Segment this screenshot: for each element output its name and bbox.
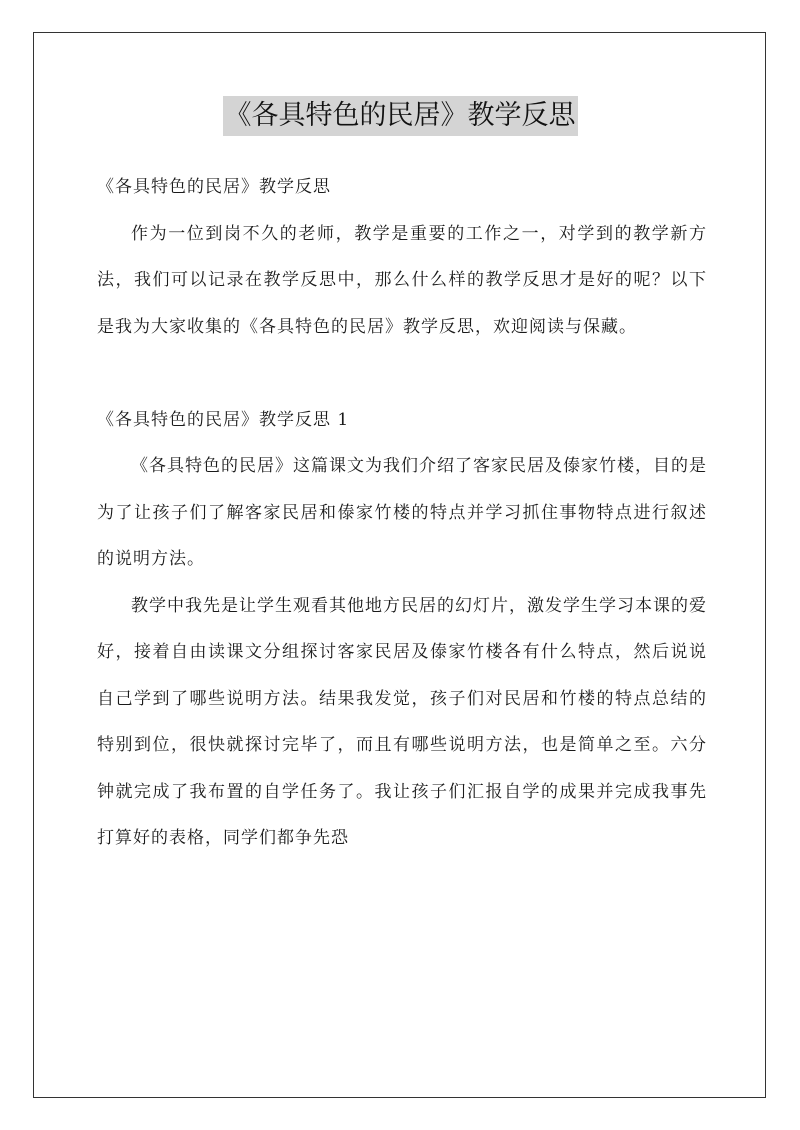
paragraph-gap [97, 350, 707, 397]
intro-paragraph: 作为一位到岗不久的老师，教学是重要的工作之一，对学到的教学新方法，我们可以记录在教学反思中，那么什么样的教学反思才是好的呢？以下是我为大家收集的《各具特色的民居》教学反思，欢迎阅读与保藏。 [97, 223, 707, 337]
section1-heading: 《各具特色的民居》教学反思 1 [97, 409, 350, 430]
section1-paragraph-2: 教学中我先是让学生观看其他地方民居的幻灯片，激发学生学习本课的爱好，接着自由读课文分组探讨客家民居及傣家竹楼各有什么特点，然后说说自己学到了哪些说明方法。结果我发觉，孩子们对民居和竹楼的特点总结的特别到位，很快就探讨完毕了，而且有哪些说明方法，也是简单之至。六分钟就完成了我布置的自学任务了。我让孩子们汇报自学的成果并完成我事先打算好的表格，同学们都争先恐 [97, 595, 707, 848]
document-title: 《各具特色的民居》教学反思 [223, 96, 578, 136]
document-body [97, 164, 707, 862]
intro-heading: 《各具特色的民居》教学反思 [97, 177, 331, 197]
title-container [0, 96, 800, 136]
section1-paragraph-1: 《各具特色的民居》这篇课文为我们介绍了客家民居及傣家竹楼，目的是为了让孩子们了解客家民居和傣家竹楼的特点并学习抓住事物特点进行叙述的说明方法。 [97, 456, 707, 569]
